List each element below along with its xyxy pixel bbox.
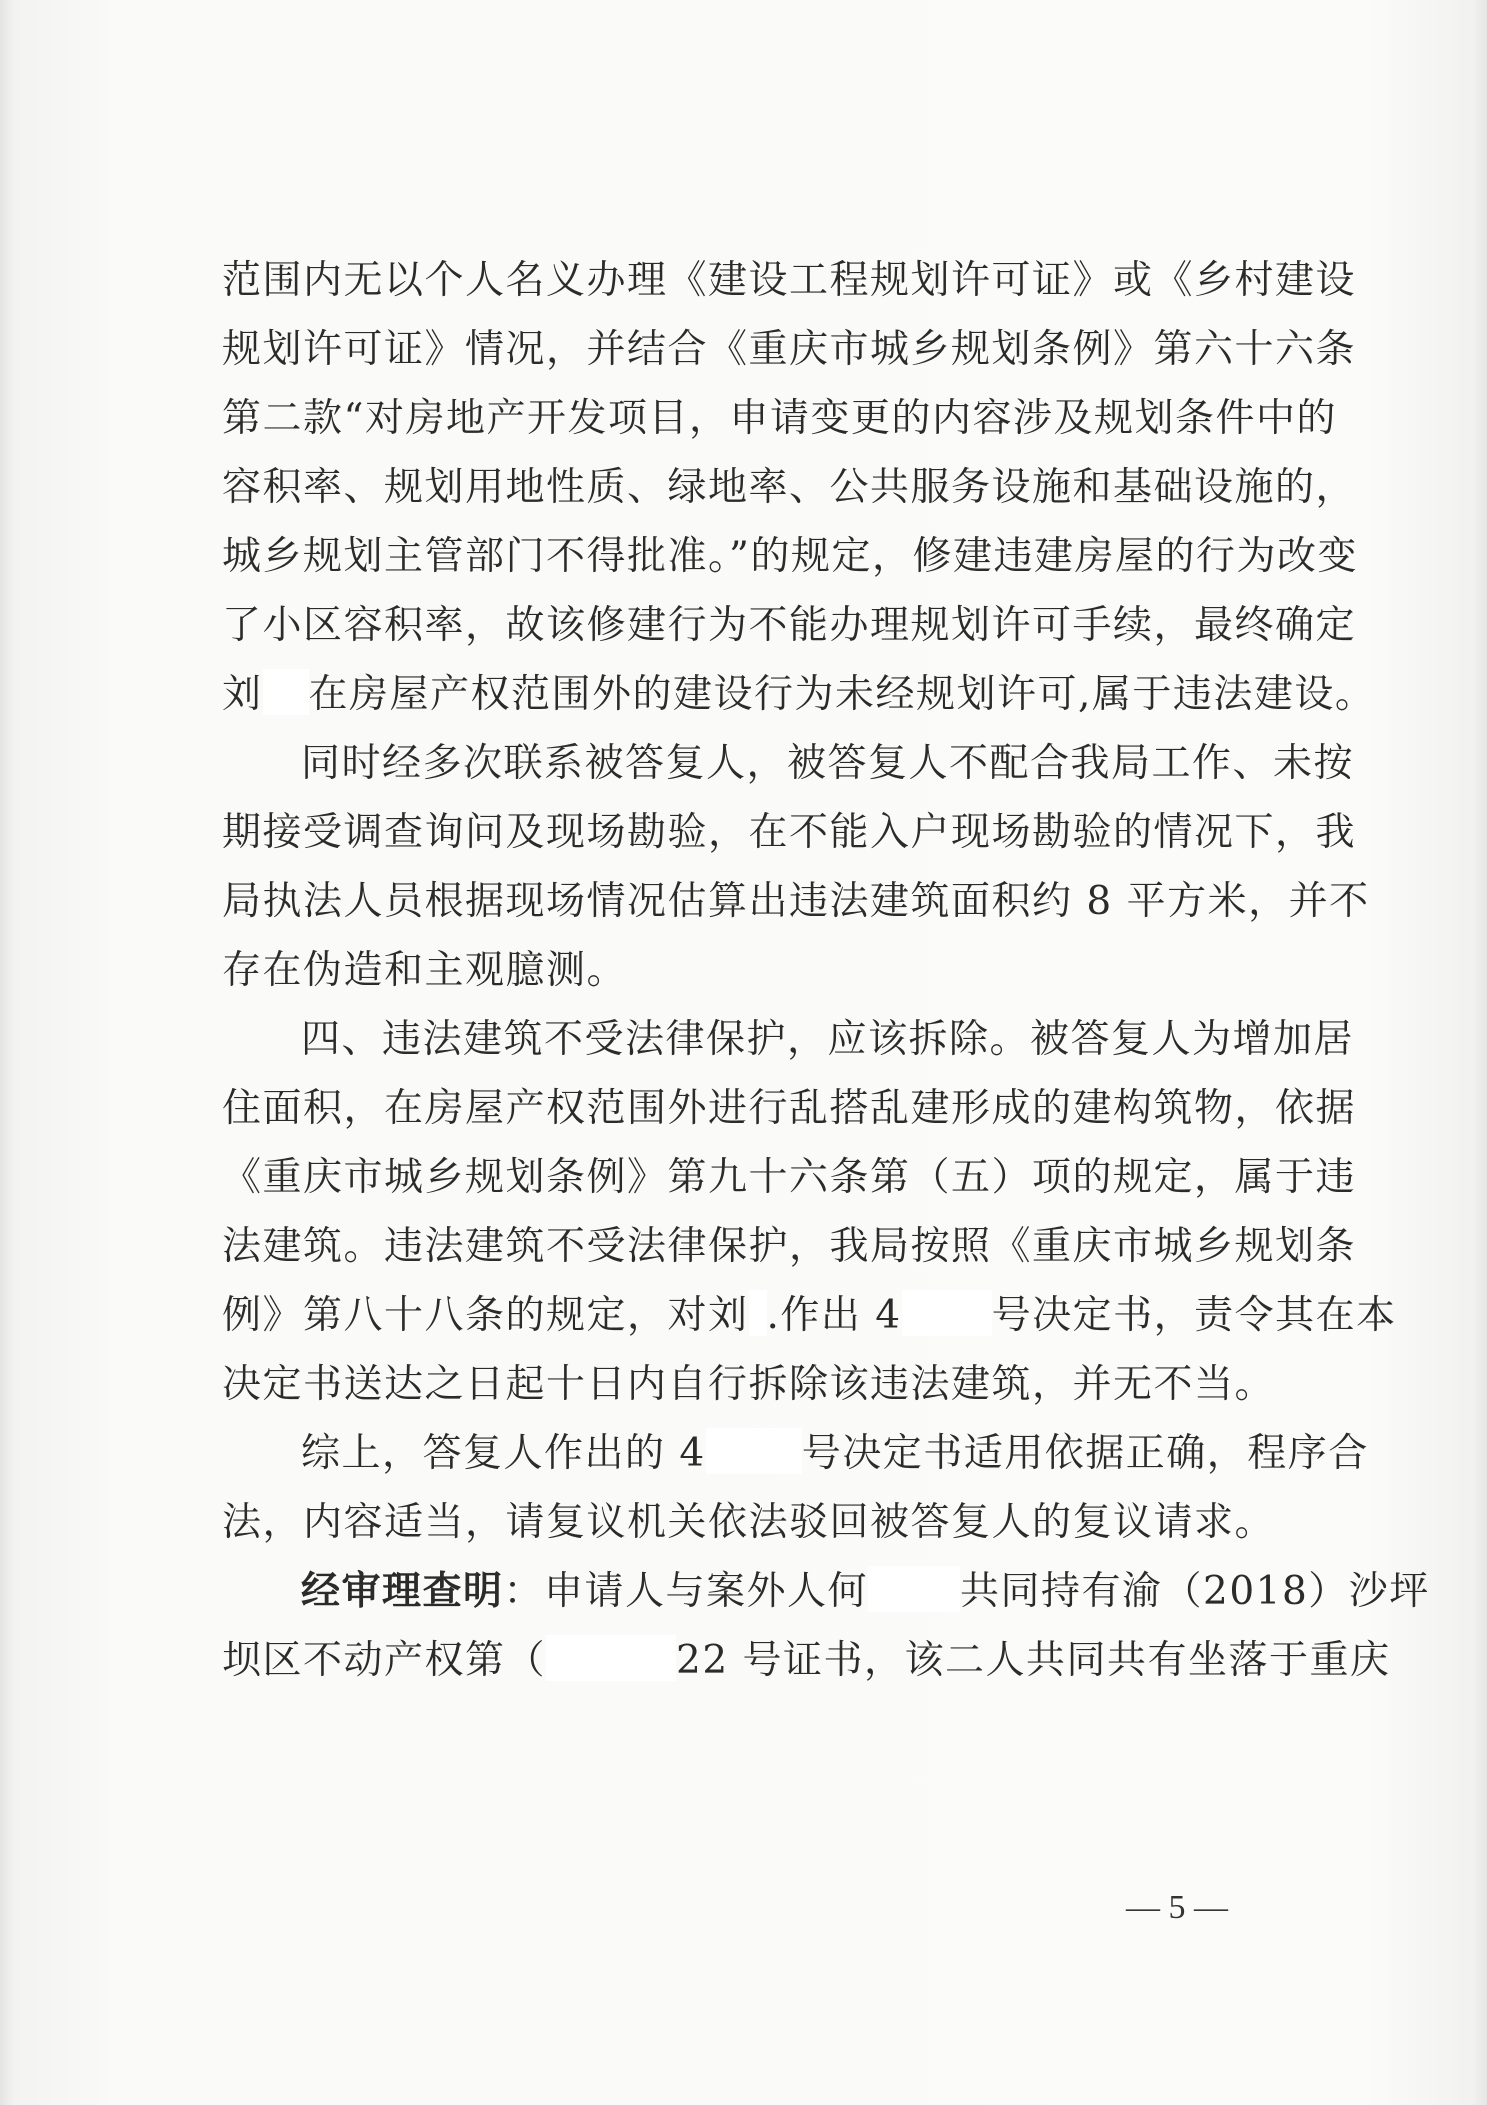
text-line: 《重庆市城乡规划条例》第九十六条第（五）项的规定，属于违 bbox=[222, 1155, 1357, 1200]
text-line: 期接受调查询问及现场勘验，在不能入户现场勘验的情况下，我 bbox=[222, 810, 1357, 855]
text-segment: 综上，答复人作出的 4 bbox=[301, 1431, 706, 1476]
text-line: 容积率、规划用地性质、绿地率、公共服务设施和基础设施的， bbox=[222, 465, 1357, 510]
text-line: 法，内容适当，请复议机关依法驳回被答复人的复议请求。 bbox=[222, 1500, 1276, 1545]
redaction-box bbox=[902, 1290, 992, 1336]
paragraph-start-line: 同时经多次联系被答复人，被答复人不配合我局工作、未按 bbox=[301, 741, 1355, 786]
text-line bbox=[222, 1281, 1397, 1350]
text-segment: 号决定书，责令其在本 bbox=[991, 1293, 1397, 1338]
paragraph-start-line bbox=[222, 1419, 1369, 1488]
text-segment: 22 号证书，该二人共同共有坐落于重庆 bbox=[676, 1638, 1391, 1683]
text-line: 住面积，在房屋产权范围外进行乱搭乱建形成的建构筑物，依据 bbox=[222, 1086, 1357, 1131]
text-segment: .作出 4 bbox=[766, 1293, 902, 1338]
text-line: 范围内无以个人名义办理《建设工程规划许可证》或《乡村建设 bbox=[222, 258, 1357, 303]
text-segment: 在房屋产权范围外的建设行为未经规划许可,属于违法建设。 bbox=[308, 672, 1376, 717]
paragraph-start-line: 四、违法建筑不受法律保护，应该拆除。被答复人为增加居 bbox=[301, 1017, 1355, 1062]
text-line bbox=[222, 1626, 1391, 1695]
redaction-box bbox=[706, 1428, 802, 1474]
text-line: 城乡规划主管部门不得批准。”的规定，修建违建房屋的行为改变 bbox=[222, 534, 1358, 579]
scan-shadow-left bbox=[0, 0, 14, 2105]
text-line bbox=[222, 660, 1376, 729]
text-segment: 坝区不动产权第（ bbox=[222, 1638, 547, 1683]
redaction-box bbox=[263, 669, 309, 715]
paragraph-start-line bbox=[222, 1557, 1430, 1626]
text-segment: 号决定书适用依据正确，程序合 bbox=[801, 1431, 1369, 1476]
findings-heading: 经审理查明 bbox=[301, 1569, 504, 1614]
redaction-box bbox=[546, 1635, 676, 1681]
text-segment: ：申请人与案外人何 bbox=[503, 1569, 869, 1614]
scan-shadow-right bbox=[1473, 0, 1487, 2105]
text-line: 了小区容积率，故该修建行为不能办理规划许可手续，最终确定 bbox=[222, 603, 1357, 648]
document-body bbox=[222, 246, 1430, 1695]
text-segment: 共同持有渝（2018）沙坪 bbox=[960, 1569, 1430, 1614]
text-line: 规划许可证》情况，并结合《重庆市城乡规划条例》第六十六条 bbox=[222, 327, 1357, 372]
text-line: 局执法人员根据现场情况估算出违法建筑面积约 8 平方米，并不 bbox=[222, 879, 1370, 924]
text-line: 决定书送达之日起十日内自行拆除该违法建筑，并无不当。 bbox=[222, 1362, 1276, 1407]
text-line: 存在伪造和主观臆测。 bbox=[222, 948, 628, 993]
redaction-box bbox=[749, 1290, 767, 1336]
redaction-box bbox=[868, 1566, 960, 1612]
text-line: 第二款“对房地产开发项目，申请变更的内容涉及规划条件中的 bbox=[222, 396, 1337, 441]
text-segment: 例》第八十八条的规定，对刘 bbox=[222, 1293, 749, 1338]
text-line: 法建筑。违法建筑不受法律保护，我局按照《重庆市城乡规划条 bbox=[222, 1224, 1357, 1269]
page-number: — 5 — bbox=[1126, 1889, 1228, 1926]
text-segment: 刘 bbox=[222, 672, 263, 717]
